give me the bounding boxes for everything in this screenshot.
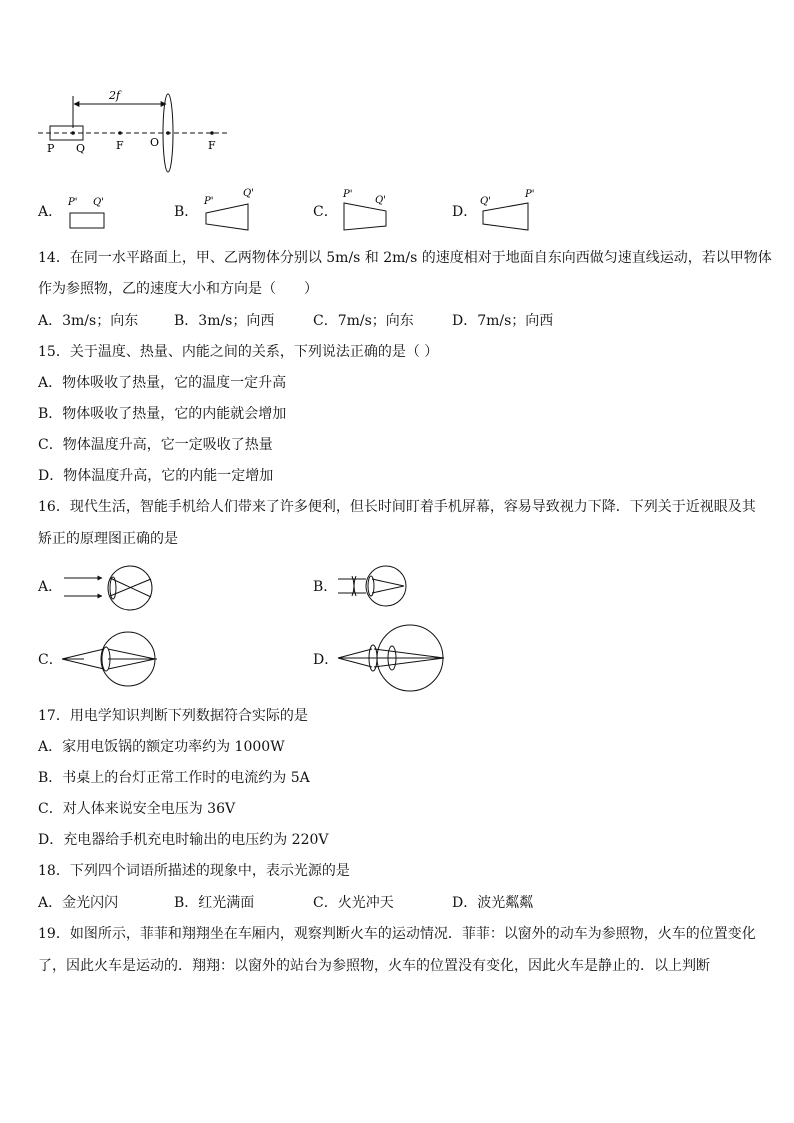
q13-a-p-label: P' bbox=[68, 197, 78, 208]
label-p: P bbox=[47, 142, 55, 155]
q13-option-d-figure bbox=[478, 186, 540, 236]
q13-option-d-letter: D． bbox=[452, 204, 478, 220]
q17-option-a: A．家用电饭锅的额定功率约为 1000W bbox=[38, 739, 285, 755]
label-q: Q bbox=[76, 142, 86, 155]
q16-eye-diagram-b bbox=[334, 560, 420, 616]
point-f-right-dot bbox=[210, 131, 214, 135]
q18-option-b: B．红光满面 bbox=[174, 895, 255, 911]
q15-stem: 15．关于温度、热量、内能之间的关系，下列说法正确的是（ ） bbox=[38, 344, 439, 360]
q17-option-c: C．对人体来说安全电压为 36V bbox=[38, 801, 236, 817]
q16-option-c-letter: C． bbox=[38, 652, 63, 668]
lens-diagram bbox=[36, 86, 236, 176]
q19-stem-line2: 了，因此火车是运动的．翔翔：以窗外的站台为参照物，火车的位置没有变化，因此火车是静止的．以上判断 bbox=[38, 958, 710, 974]
q18-option-a: A．金光闪闪 bbox=[38, 895, 119, 911]
q16-eye-diagram-d bbox=[336, 622, 448, 694]
q18-option-c: C．火光冲天 bbox=[313, 895, 394, 911]
point-f-left-dot bbox=[118, 131, 122, 135]
q13-d-p-label: P' bbox=[525, 189, 535, 200]
label-f-left: F bbox=[116, 139, 124, 152]
q16-option-a-letter: A． bbox=[38, 579, 63, 595]
q15-option-a: A．物体吸收了热量，它的温度一定升高 bbox=[38, 375, 287, 391]
q13-option-b-figure bbox=[201, 186, 263, 236]
q14-option-d: D．7m/s；向西 bbox=[452, 313, 554, 329]
q13-option-c-letter: C． bbox=[313, 204, 338, 220]
q17-option-d: D．充电器给手机充电时输出的电压约为 220V bbox=[38, 832, 329, 848]
q17-stem: 17．用电学知识判断下列数据符合实际的是 bbox=[38, 708, 308, 724]
q15-option-c: C．物体温度升高，它一定吸收了热量 bbox=[38, 437, 273, 453]
q16-eye-diagram-a bbox=[62, 560, 162, 616]
q14-stem-line1: 14．在同一水平路面上，甲、乙两物体分别以 5m/s 和 2m/s 的速度相对于地面自东向西做匀速直线运动，若以甲物体 bbox=[38, 250, 772, 266]
q14-option-c: C．7m/s；向东 bbox=[313, 313, 414, 329]
q16-stem-line1: 16．现代生活，智能手机给人们带来了许多便利，但长时间盯着手机屏幕，容易导致视力下降．下列关于近视眼及其 bbox=[38, 499, 756, 515]
q15-option-b: B．物体吸收了热量，它的内能就会增加 bbox=[38, 406, 287, 422]
q13-option-c-figure bbox=[339, 186, 401, 236]
q13-b-q-label: Q' bbox=[243, 188, 254, 199]
q13-option-a-letter: A． bbox=[38, 204, 63, 220]
q15-option-d: D．物体温度升高，它的内能一定增加 bbox=[38, 468, 274, 484]
q16-option-b-letter: B． bbox=[313, 579, 338, 595]
q18-option-d: D．波光粼粼 bbox=[452, 895, 534, 911]
q13-option-a-figure bbox=[66, 194, 110, 232]
q13-d-q-label: Q' bbox=[480, 196, 491, 207]
q18-stem: 18．下列四个词语所描述的现象中，表示光源的是 bbox=[38, 863, 350, 879]
q13-b-p-label: P' bbox=[204, 196, 214, 207]
q16-option-d-letter: D． bbox=[313, 652, 339, 668]
q13-c-q-label: Q' bbox=[375, 195, 386, 206]
q16-eye-diagram-c bbox=[60, 628, 164, 690]
q14-stem-line2: 作为参照物，乙的速度大小和方向是（ ） bbox=[38, 281, 318, 297]
q17-option-b: B．书桌上的台灯正常工作时的电流约为 5A bbox=[38, 770, 310, 786]
q16-stem-line2: 矫正的原理图正确的是 bbox=[38, 531, 178, 547]
q14-option-a: A．3m/s；向东 bbox=[38, 313, 139, 329]
q19-stem-line1: 19．如图所示，菲菲和翔翔坐在车厢内，观察判断火车的运动情况．菲菲：以窗外的动车为参照物，火车的位置变化 bbox=[38, 926, 756, 942]
label-f-right: F bbox=[208, 139, 216, 152]
point-q-dot bbox=[71, 131, 75, 135]
distance-label: 2f bbox=[109, 89, 121, 102]
q13-a-q-label: Q' bbox=[93, 197, 104, 208]
q13-option-b-letter: B． bbox=[174, 204, 199, 220]
q14-option-b: B．3m/s；向西 bbox=[174, 313, 275, 329]
point-o-dot bbox=[166, 131, 170, 135]
q13-c-p-label: P' bbox=[343, 189, 353, 200]
label-o: O bbox=[150, 136, 160, 149]
